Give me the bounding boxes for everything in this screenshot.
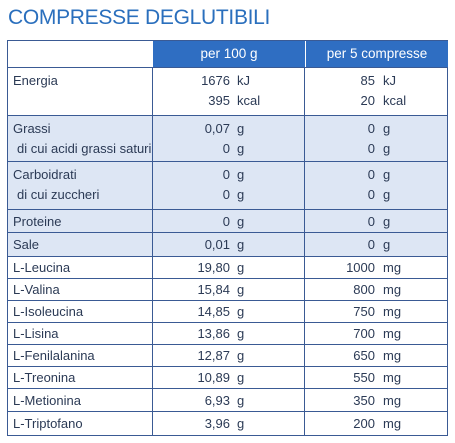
header-per-5-compresse: per 5 compresse bbox=[305, 41, 448, 67]
table-row bbox=[8, 344, 447, 366]
per-100g-cell bbox=[152, 389, 305, 411]
unit-per-100g: g bbox=[237, 260, 245, 275]
per-5-cell bbox=[304, 116, 448, 161]
value-per-100g: 6,93 bbox=[204, 393, 230, 408]
unit-per-100g: g bbox=[237, 167, 245, 182]
unit-per-5: g bbox=[383, 187, 391, 202]
per-100g-cell bbox=[152, 323, 305, 344]
table-row bbox=[8, 366, 447, 388]
table-row bbox=[8, 161, 447, 209]
table-row bbox=[8, 256, 447, 278]
label-cell bbox=[8, 279, 152, 300]
page-title: COMPRESSE DEGLUTIBILI bbox=[8, 6, 271, 29]
value-per-5: 200 bbox=[353, 416, 375, 431]
per-5-cell bbox=[304, 68, 448, 115]
row-label: Grassi bbox=[13, 121, 51, 136]
per-100g-cell bbox=[152, 301, 305, 322]
unit-per-5: mg bbox=[383, 260, 402, 275]
value-per-5: 0 bbox=[367, 141, 375, 156]
value-per-5: 550 bbox=[353, 370, 375, 385]
row-label: L-Triptofano bbox=[13, 416, 83, 431]
value-per-100g: 0,01 bbox=[204, 237, 230, 252]
per-100g-cell bbox=[152, 345, 305, 366]
value-per-100g: 10,89 bbox=[197, 370, 230, 385]
table-row bbox=[8, 300, 447, 322]
row-label: L-Leucina bbox=[13, 260, 71, 275]
table-row bbox=[8, 115, 447, 161]
value-per-100g: 0 bbox=[222, 167, 230, 182]
value-per-5: 0 bbox=[367, 214, 375, 229]
row-label: L-Metionina bbox=[13, 393, 81, 408]
per-100g-cell bbox=[152, 162, 305, 209]
unit-per-100g: g bbox=[237, 416, 245, 431]
row-label: Energia bbox=[13, 73, 58, 88]
unit-per-5: mg bbox=[383, 326, 402, 341]
row-label: L-Isoleucina bbox=[13, 304, 84, 319]
unit-per-100g: g bbox=[237, 370, 245, 385]
row-label: Sale bbox=[13, 237, 40, 252]
label-cell bbox=[8, 210, 152, 232]
label-cell bbox=[8, 389, 152, 411]
label-cell bbox=[8, 162, 152, 209]
per-100g-cell bbox=[152, 367, 305, 388]
per-5-cell bbox=[304, 367, 448, 388]
label-cell bbox=[8, 233, 152, 256]
unit-per-5: kcal bbox=[383, 93, 407, 108]
value-per-5: 700 bbox=[353, 326, 375, 341]
label-cell bbox=[8, 412, 152, 435]
table-row bbox=[8, 67, 447, 115]
unit-per-100g: g bbox=[237, 141, 245, 156]
label-cell bbox=[8, 301, 152, 322]
per-100g-cell bbox=[152, 116, 305, 161]
row-label: di cui acidi grassi saturi bbox=[17, 141, 152, 156]
value-per-5: 650 bbox=[353, 348, 375, 363]
per-5-cell bbox=[304, 345, 448, 366]
per-100g-cell bbox=[152, 412, 305, 435]
value-per-100g: 0 bbox=[222, 187, 230, 202]
per-5-cell bbox=[304, 301, 448, 322]
table-row bbox=[8, 232, 447, 256]
table-row bbox=[8, 411, 447, 435]
value-per-5: 350 bbox=[353, 393, 375, 408]
table-row bbox=[8, 388, 447, 411]
row-label: L-Treonina bbox=[13, 370, 76, 385]
value-per-100g: 12,87 bbox=[197, 348, 230, 363]
per-5-cell bbox=[304, 279, 448, 300]
per-5-cell bbox=[304, 412, 448, 435]
row-label: L-Fenilalanina bbox=[13, 348, 95, 363]
unit-per-100g: g bbox=[237, 214, 245, 229]
label-cell bbox=[8, 68, 152, 115]
row-label: L-Valina bbox=[13, 282, 60, 297]
value-per-100g: 0 bbox=[222, 141, 230, 156]
value-per-5: 750 bbox=[353, 304, 375, 319]
unit-per-5: mg bbox=[383, 348, 402, 363]
unit-per-100g: g bbox=[237, 121, 245, 136]
unit-per-100g: g bbox=[237, 393, 245, 408]
unit-per-5: g bbox=[383, 167, 391, 182]
row-label: L-Lisina bbox=[13, 326, 59, 341]
value-per-5: 0 bbox=[367, 237, 375, 252]
unit-per-100g: g bbox=[237, 304, 245, 319]
per-100g-cell bbox=[152, 233, 305, 256]
unit-per-100g: g bbox=[237, 237, 245, 252]
unit-per-5: mg bbox=[383, 393, 402, 408]
row-label: Proteine bbox=[13, 214, 62, 229]
value-per-5: 800 bbox=[353, 282, 375, 297]
per-5-cell bbox=[304, 323, 448, 344]
label-cell bbox=[8, 323, 152, 344]
per-5-cell bbox=[304, 233, 448, 256]
label-cell bbox=[8, 257, 152, 278]
table-row bbox=[8, 209, 447, 232]
row-label: di cui zuccheri bbox=[17, 187, 100, 202]
header-per-100g: per 100 g bbox=[152, 41, 305, 67]
value-per-100g: 14,85 bbox=[197, 304, 230, 319]
per-5-cell bbox=[304, 162, 448, 209]
unit-per-5: g bbox=[383, 237, 391, 252]
value-per-100g: 15,84 bbox=[197, 282, 230, 297]
label-cell bbox=[8, 367, 152, 388]
unit-per-5: mg bbox=[383, 282, 402, 297]
unit-per-100g: g bbox=[237, 187, 245, 202]
value-per-5: 85 bbox=[360, 73, 375, 88]
value-per-5: 0 bbox=[367, 187, 375, 202]
per-5-cell bbox=[304, 257, 448, 278]
value-per-100g: 395 bbox=[208, 93, 230, 108]
value-per-5: 20 bbox=[360, 93, 375, 108]
label-cell bbox=[8, 345, 152, 366]
unit-per-100g: kcal bbox=[237, 93, 261, 108]
header-blank-cell bbox=[8, 41, 152, 67]
value-per-5: 0 bbox=[367, 167, 375, 182]
label-cell bbox=[8, 116, 152, 161]
value-per-100g: 1676 bbox=[201, 73, 230, 88]
row-label: Carboidrati bbox=[13, 167, 77, 182]
table-row bbox=[8, 278, 447, 300]
value-per-5: 1000 bbox=[346, 260, 375, 275]
per-100g-cell bbox=[152, 68, 305, 115]
value-per-100g: 3,96 bbox=[204, 416, 230, 431]
per-100g-cell bbox=[152, 257, 305, 278]
value-per-100g: 0 bbox=[222, 214, 230, 229]
per-5-cell bbox=[304, 210, 448, 232]
unit-per-100g: g bbox=[237, 348, 245, 363]
unit-per-5: mg bbox=[383, 370, 402, 385]
unit-per-100g: kJ bbox=[237, 73, 250, 88]
unit-per-100g: g bbox=[237, 282, 245, 297]
unit-per-5: g bbox=[383, 141, 391, 156]
value-per-100g: 13,86 bbox=[197, 326, 230, 341]
per-5-cell bbox=[304, 389, 448, 411]
nutrition-table bbox=[7, 40, 448, 436]
unit-per-5: mg bbox=[383, 416, 402, 431]
value-per-100g: 0,07 bbox=[204, 121, 230, 136]
unit-per-100g: g bbox=[237, 326, 245, 341]
unit-per-5: g bbox=[383, 121, 391, 136]
per-100g-cell bbox=[152, 210, 305, 232]
value-per-100g: 19,80 bbox=[197, 260, 230, 275]
table-header bbox=[8, 41, 447, 67]
table-row bbox=[8, 322, 447, 344]
value-per-5: 0 bbox=[367, 121, 375, 136]
per-100g-cell bbox=[152, 279, 305, 300]
unit-per-5: mg bbox=[383, 304, 402, 319]
unit-per-5: g bbox=[383, 214, 391, 229]
unit-per-5: kJ bbox=[383, 73, 396, 88]
